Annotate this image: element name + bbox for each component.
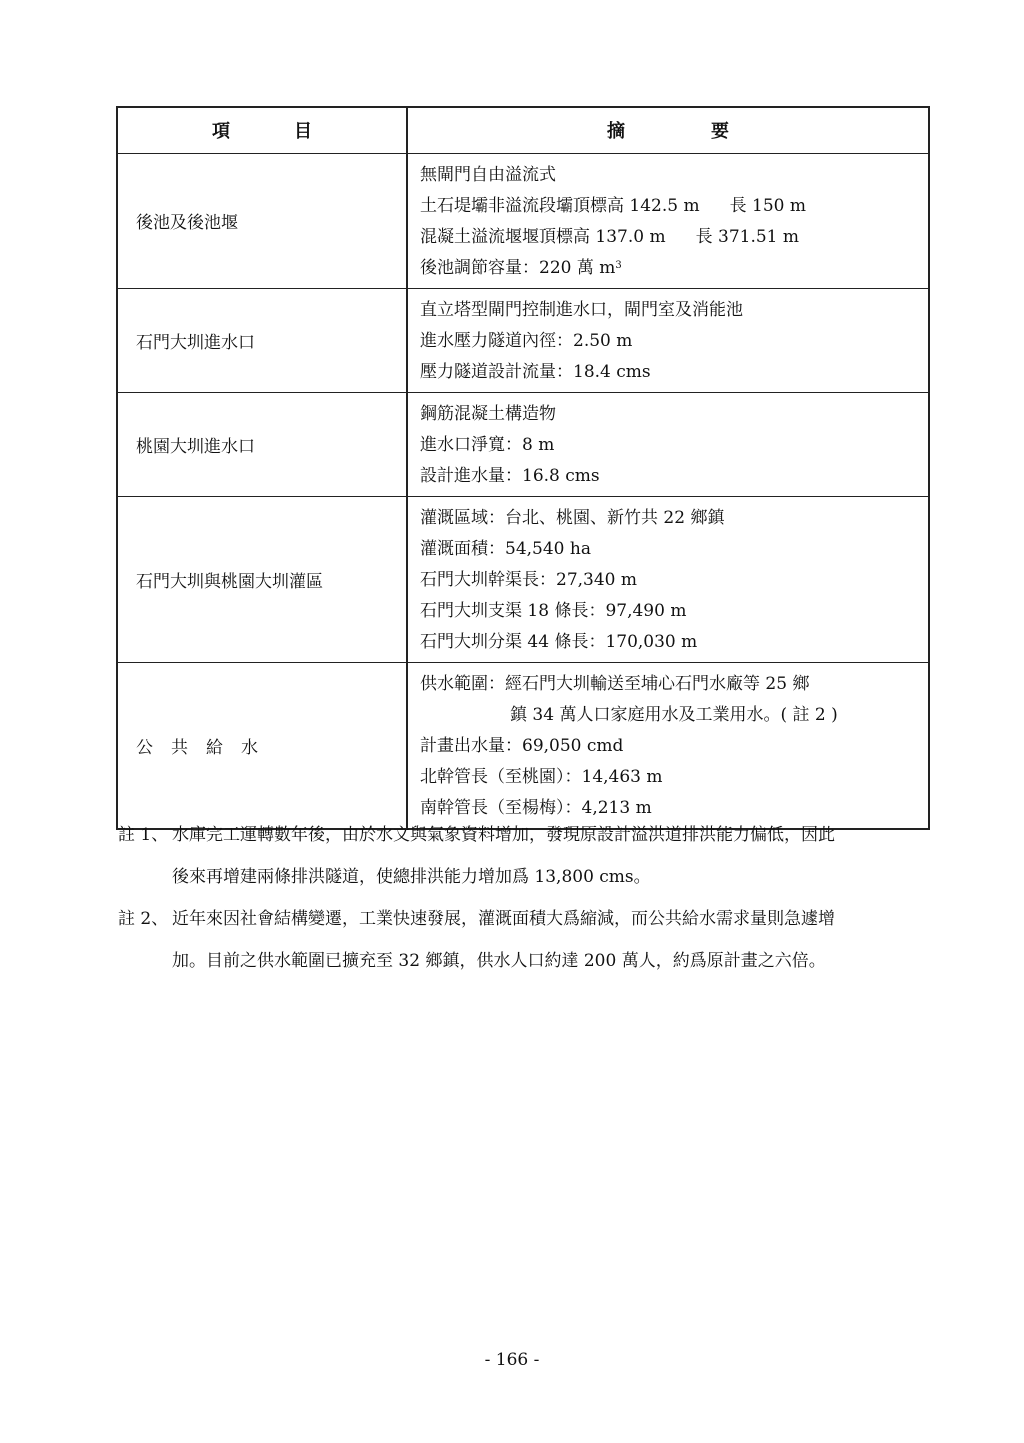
- summary-line: 灌溉面積：54,540 ha: [420, 538, 591, 559]
- spec-table: [116, 106, 930, 830]
- summary-line: 設計進水量：16.8 cms: [420, 465, 600, 486]
- header-summary-char-1: 摘: [607, 121, 625, 143]
- summary-text: 長 371.51 m: [695, 226, 800, 247]
- page-number: - 166 -: [484, 1350, 540, 1370]
- summary-line: 直立塔型閘門控制進水口，閘門室及消能池: [420, 299, 743, 320]
- row-summary: [407, 496, 929, 662]
- summary-line: 石門大圳支渠 18 條長：97,490 m: [420, 600, 687, 621]
- row-summary: [407, 662, 929, 829]
- footnote-label: 註 1、: [118, 825, 169, 845]
- table-row: [117, 288, 929, 392]
- summary-line: 無閘門自由溢流式: [420, 164, 556, 185]
- summary-line: [420, 191, 920, 222]
- footnote: [118, 898, 938, 940]
- summary-line: 南幹管長（至楊梅）：4,213 m: [420, 797, 652, 818]
- summary-text: 後池調節容量：220 萬 m: [420, 257, 616, 278]
- table-row: [117, 662, 929, 829]
- header-summary-char-2: 要: [711, 121, 729, 143]
- header-item: [117, 107, 407, 153]
- footnote: [118, 814, 938, 856]
- row-item-label: 桃園大圳進水口: [117, 392, 407, 496]
- summary-line: 計畫出水量：69,050 cmd: [420, 735, 624, 756]
- footnote-text: 水庫完工運轉數年後，由於水文與氣象資料增加，發現原設計溢洪道排洪能力偏低，因此: [172, 825, 835, 845]
- summary-line: [420, 253, 920, 284]
- footnotes: [118, 814, 938, 982]
- footnote-continuation: 加。目前之供水範圍已擴充至 32 鄉鎮，供水人口約達 200 萬人，約爲原計畫之六倍。: [172, 951, 826, 971]
- summary-line: 北幹管長（至桃園）：14,463 m: [420, 766, 663, 787]
- unit-superscript: 3: [615, 259, 622, 271]
- row-summary: [407, 153, 929, 288]
- header-item-char-1: 項: [212, 121, 230, 143]
- summary-text: 混凝土溢流堰堰頂標高 137.0 m: [420, 226, 666, 247]
- footnote-continuation: 後來再增建兩條排洪隧道，使總排洪能力增加爲 13,800 cms。: [172, 867, 651, 887]
- header-summary: [407, 107, 929, 153]
- summary-line: 灌溉區域：台北、桃園、新竹共 22 鄉鎮: [420, 507, 725, 528]
- row-item-label: 公共給水: [117, 662, 407, 829]
- row-item-label: 後池及後池堰: [117, 153, 407, 288]
- table-row: [117, 496, 929, 662]
- summary-line: 石門大圳幹渠長：27,340 m: [420, 569, 638, 590]
- row-item-label: 石門大圳與桃園大圳灌區: [117, 496, 407, 662]
- row-summary: [407, 288, 929, 392]
- summary-line: 鎮 34 萬人口家庭用水及工業用水。( 註 2 ): [510, 704, 838, 725]
- summary-line: 供水範圍：經石門大圳輸送至埔心石門水廠等 25 鄉: [420, 673, 810, 694]
- footnote-text: 近年來因社會結構變遷，工業快速發展，灌溉面積大爲縮減，而公共給水需求量則急遽增: [172, 909, 835, 929]
- summary-text: 長 150 m: [729, 195, 806, 216]
- table-row: [117, 392, 929, 496]
- footnote-label: 註 2、: [118, 909, 169, 929]
- summary-text: 土石堤壩非溢流段壩頂標高 142.5 m: [420, 195, 700, 216]
- summary-line: [420, 222, 920, 253]
- table-row: [117, 153, 929, 288]
- summary-line: 進水口淨寬：8 m: [420, 434, 555, 455]
- summary-line: 壓力隧道設計流量：18.4 cms: [420, 361, 651, 382]
- row-item-label: 石門大圳進水口: [117, 288, 407, 392]
- header-item-char-2: 目: [294, 121, 312, 143]
- summary-line: 進水壓力隧道內徑：2.50 m: [420, 330, 633, 351]
- table-header-row: [117, 107, 929, 153]
- summary-line: 鋼筋混凝土構造物: [420, 403, 556, 424]
- summary-line: 石門大圳分渠 44 條長：170,030 m: [420, 631, 698, 652]
- row-summary: [407, 392, 929, 496]
